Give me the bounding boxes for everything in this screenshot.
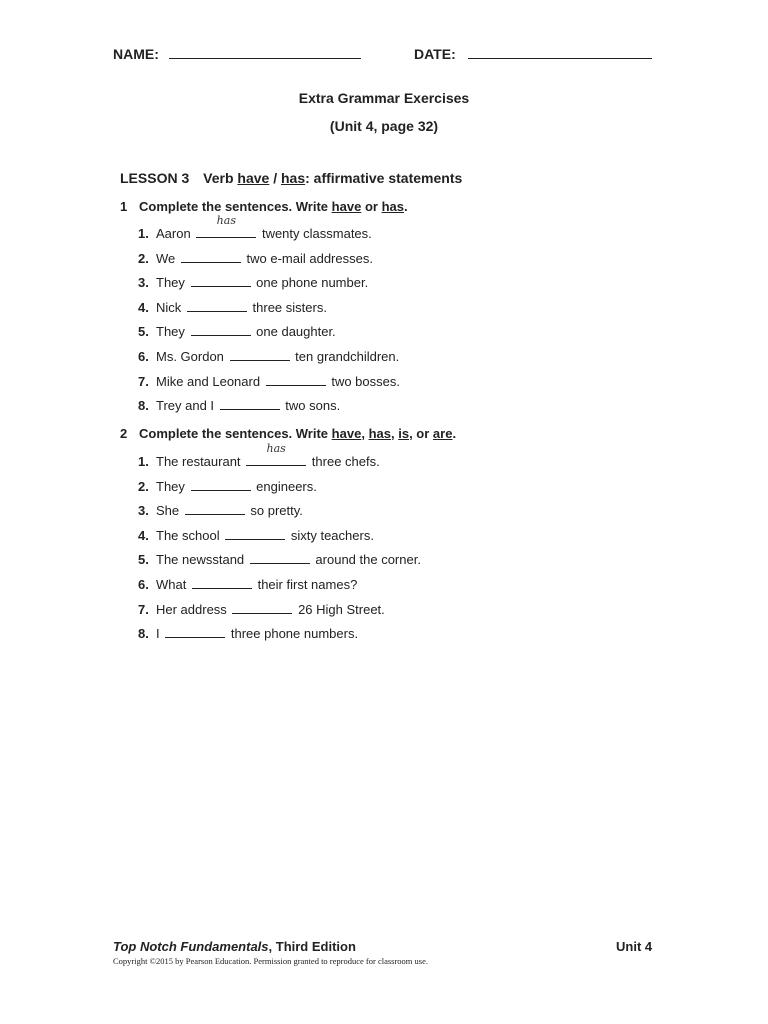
footer-book-title — [113, 939, 356, 954]
item-text-after: ten grandchildren. — [295, 349, 400, 364]
item-number: 5. — [138, 324, 149, 340]
item-number: 3. — [138, 275, 149, 291]
answer-text: has — [266, 442, 286, 455]
item-text-before: The newsstand — [156, 552, 245, 568]
item-number: 6. — [138, 577, 149, 592]
exercise-item — [138, 623, 358, 641]
answer-blank[interactable] — [181, 248, 241, 263]
exercise-1-instr-text: Complete the sentences. Write — [139, 199, 329, 214]
answer-blank[interactable] — [165, 623, 225, 638]
exercise-2-end: . — [452, 426, 457, 441]
answer-blank[interactable] — [220, 395, 280, 410]
page-title: Extra Grammar Exercises — [298, 90, 470, 106]
exercise-item — [138, 549, 421, 567]
exercise-1-end: . — [403, 199, 408, 214]
item-number: 8. — [138, 626, 149, 642]
footer-unit: Unit 4 — [616, 939, 653, 954]
exercise-2-comma-3: , or — [409, 426, 430, 441]
answer-blank[interactable] — [246, 442, 306, 466]
date-field — [414, 44, 652, 64]
item-number: 7. — [138, 601, 149, 617]
item-number: 1. — [138, 454, 149, 469]
lesson-suffix: : affirmative statements — [305, 170, 463, 186]
item-text-after: three chefs. — [311, 454, 380, 469]
item-text-after: one phone number. — [256, 275, 369, 291]
name-label: NAME: — [113, 46, 159, 62]
answer-blank[interactable] — [266, 371, 326, 386]
date-label: DATE: — [414, 46, 456, 62]
item-number: 2. — [138, 250, 149, 266]
exercise-1-number: 1 — [120, 199, 128, 214]
item-text-before: The restaurant — [156, 454, 241, 469]
answer-blank[interactable] — [250, 549, 310, 564]
exercise-1-opt-have: have — [331, 199, 362, 214]
lesson-label: LESSON 3 — [120, 170, 190, 186]
answer-blank[interactable] — [225, 525, 285, 540]
answer-blank[interactable] — [230, 346, 290, 361]
exercise-2-instructions — [120, 426, 456, 441]
footer-book-name: Top Notch Fundamentals — [113, 939, 269, 954]
exercise-item — [138, 214, 372, 241]
item-text-before: I — [156, 626, 160, 642]
item-number: 3. — [138, 503, 149, 519]
exercise-2-opt-has: has — [368, 426, 391, 441]
item-text-after: three phone numbers. — [230, 626, 359, 642]
item-text-before: We — [156, 250, 176, 266]
answer-blank[interactable] — [191, 272, 251, 287]
item-text-before: They — [156, 275, 185, 291]
exercise-1-opt-has: has — [381, 199, 404, 214]
lesson-word-have: have — [237, 170, 270, 186]
item-number: 6. — [138, 349, 149, 364]
name-line[interactable] — [169, 44, 361, 59]
exercise-item — [138, 297, 327, 315]
item-text-after: sixty teachers. — [290, 527, 374, 543]
item-text-before: Ms. Gordon — [156, 349, 224, 364]
exercise-2-opt-are: are — [432, 426, 453, 441]
item-text-before: Her address — [156, 601, 227, 617]
item-text-after: two e-mail addresses. — [246, 250, 373, 266]
answer-blank[interactable] — [191, 321, 251, 336]
exercise-item — [138, 476, 317, 494]
item-text-before: Aaron — [156, 226, 191, 241]
lesson-verb-prefix: Verb — [203, 170, 234, 186]
item-text-after: one daughter. — [256, 324, 336, 340]
item-number: 7. — [138, 373, 149, 389]
exercise-item — [138, 321, 336, 339]
item-text-after: two bosses. — [331, 373, 400, 389]
footer-edition: , Third Edition — [268, 939, 356, 954]
lesson-word-has: has — [280, 170, 306, 186]
exercise-item — [138, 442, 380, 469]
item-number: 2. — [138, 478, 149, 494]
exercise-item — [138, 525, 374, 543]
item-text-after: around the corner. — [315, 552, 421, 568]
exercise-2-comma-2: , — [390, 426, 395, 441]
item-text-before: They — [156, 324, 185, 340]
item-number: 4. — [138, 527, 149, 543]
item-number: 4. — [138, 299, 149, 315]
item-text-before: Mike and Leonard — [156, 373, 261, 389]
exercise-item — [138, 500, 303, 518]
exercise-1-instructions — [120, 199, 408, 214]
item-text-before: Trey and I — [156, 398, 215, 414]
lesson-slash: / — [273, 170, 278, 186]
item-text-before: They — [156, 478, 185, 494]
exercise-item — [138, 272, 368, 290]
item-number: 5. — [138, 552, 149, 568]
name-field — [113, 44, 361, 64]
item-text-after: three sisters. — [252, 299, 327, 315]
exercise-item — [138, 371, 400, 389]
date-line[interactable] — [468, 44, 652, 59]
answer-blank[interactable] — [232, 599, 292, 614]
lesson-heading — [120, 170, 462, 186]
answer-blank[interactable] — [191, 476, 251, 491]
item-text-before: The school — [156, 527, 220, 543]
exercise-item — [138, 395, 340, 413]
exercise-2-opt-is: is — [398, 426, 410, 441]
item-text-after: twenty classmates. — [261, 226, 372, 241]
answer-blank[interactable] — [192, 574, 252, 589]
item-text-after: engineers. — [256, 478, 317, 494]
answer-blank[interactable] — [187, 297, 247, 312]
item-text-before: What — [156, 577, 187, 592]
exercise-1-or: or — [364, 199, 378, 214]
item-text-after: so pretty. — [250, 503, 303, 519]
answer-blank[interactable] — [196, 214, 256, 238]
exercise-item — [138, 574, 357, 592]
exercise-item — [138, 599, 385, 617]
exercise-2-comma-1: , — [361, 426, 365, 441]
answer-text: has — [216, 214, 236, 227]
footer-copyright: Copyright ©2015 by Pearson Education. Permission granted to reproduce for classroom use. — [113, 956, 428, 966]
page-subtitle: (Unit 4, page 32) — [329, 118, 439, 134]
item-number: 8. — [138, 398, 149, 414]
answer-blank[interactable] — [185, 500, 245, 515]
item-text-before: Nick — [156, 299, 182, 315]
exercise-item — [138, 248, 373, 266]
exercise-2-instr-text: Complete the sentences. Write — [139, 426, 329, 441]
item-text-after: 26 High Street. — [298, 601, 385, 617]
item-number: 1. — [138, 226, 149, 241]
item-text-after: their first names? — [257, 577, 358, 592]
exercise-2-number: 2 — [120, 426, 128, 441]
item-text-before: She — [156, 503, 180, 519]
exercise-2-opt-have: have — [331, 426, 362, 441]
exercise-item — [138, 346, 399, 364]
item-text-after: two sons. — [285, 398, 341, 414]
